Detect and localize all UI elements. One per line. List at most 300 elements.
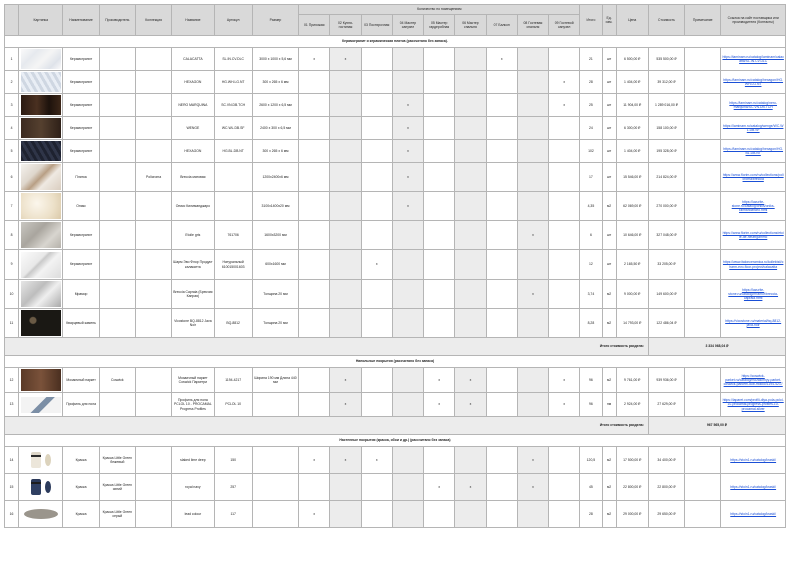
total-quantity: 96 xyxy=(580,368,602,393)
room-mark xyxy=(549,309,580,338)
header-room: 03 Постирочная xyxy=(361,15,392,36)
supplier-link[interactable]: https://stoin1.ru/catalog/kraski/ xyxy=(721,474,786,501)
price: 14 793,00 ₽ xyxy=(616,309,648,338)
section-total-label: Итого стоимость раздела: xyxy=(5,338,649,356)
room-mark xyxy=(392,501,423,528)
total-quantity: 28 xyxy=(580,71,602,94)
total-quantity: 25 xyxy=(580,94,602,117)
product-title: WENGE xyxy=(172,117,214,140)
size: 1200х2400х6 мм xyxy=(252,163,298,192)
supplier-link[interactable]: https://laparet.com/profili-dlya-pola-pclol-10-procamal-progress-profiles-10-procamal-silver xyxy=(721,393,786,417)
room-mark xyxy=(424,140,455,163)
room-mark xyxy=(486,140,517,163)
material-name: Оникс xyxy=(63,192,99,221)
material-thumbnail xyxy=(19,94,63,117)
product-title: CALACATTA xyxy=(172,48,214,71)
header-room: 07 Балкон xyxy=(486,15,517,36)
size xyxy=(252,447,298,474)
product-title: Мозаичный паркет Coswick Паркетри xyxy=(172,368,214,393)
room-mark xyxy=(486,501,517,528)
row-number: 8 xyxy=(5,221,19,250)
supplier-link[interactable]: https://laminam.ru/catalog/hexagon/HG.BL.DB.NT xyxy=(721,140,786,163)
paint-can-image xyxy=(31,479,41,495)
manufacturer xyxy=(99,280,135,309)
header-collection: Коллекция xyxy=(135,5,171,36)
price: 17 500,00 ₽ xyxy=(616,447,648,474)
unit: м2 xyxy=(602,368,616,393)
header-maker: Производитель xyxy=(99,5,135,36)
material-swatch-image xyxy=(21,72,61,92)
manufacturer: Краска Little Green бежевый xyxy=(99,447,135,474)
room-mark xyxy=(549,221,580,250)
table-row xyxy=(5,501,786,528)
paint-can-image xyxy=(24,509,58,519)
row-number: 4 xyxy=(5,117,19,140)
article-number: 761706 xyxy=(214,221,252,250)
article-number xyxy=(214,280,252,309)
room-mark xyxy=(517,309,548,338)
supplier-link[interactable]: https://coswick-parket.ru/catalog/mozaichnyy-parket-coswick-parketri-dub-mokko/1194-4217 xyxy=(721,368,786,393)
material-name: Керамогранит xyxy=(63,221,99,250)
room-mark xyxy=(361,221,392,250)
total-quantity: 17 xyxy=(580,163,602,192)
section-title: Керамогранит и керамическая плитка (рассчитано без запаса). xyxy=(5,36,786,48)
header-name: Наименование xyxy=(63,5,99,36)
room-mark xyxy=(455,221,486,250)
room-mark xyxy=(330,280,361,309)
manufacturer: Coswick xyxy=(99,368,135,393)
size: 3000 х 1000 х 5,6 мм xyxy=(252,48,298,71)
section-header xyxy=(5,36,786,48)
table-row xyxy=(5,447,786,474)
header-room: 06 Мастер спальня xyxy=(455,15,486,36)
material-thumbnail xyxy=(19,163,63,192)
cost: 149 600,00 ₽ xyxy=(648,280,684,309)
section-title: Настенные покрытия (краска, обои и др.) (рассчитано без запаса) xyxy=(5,435,786,447)
room-mark xyxy=(517,250,548,280)
room-mark xyxy=(361,140,392,163)
collection xyxy=(135,192,171,221)
room-mark xyxy=(330,192,361,221)
row-number: 14 xyxy=(5,447,19,474)
product-title: Vicostone BQ-8812 Java Noir xyxy=(172,309,214,338)
row-number: 5 xyxy=(5,140,19,163)
product-title: lead colour xyxy=(172,501,214,528)
collection xyxy=(135,501,171,528)
room-mark xyxy=(424,221,455,250)
room-mark xyxy=(392,474,423,501)
material-name: Кварцевый камень xyxy=(63,309,99,338)
material-name: Керамогранит xyxy=(63,71,99,94)
size: Толщина 20 мм xyxy=(252,309,298,338)
room-mark: x xyxy=(392,94,423,117)
room-mark xyxy=(549,501,580,528)
article-number: Натуральный 610015001603 xyxy=(214,250,252,280)
material-thumbnail xyxy=(19,250,63,280)
room-mark xyxy=(486,474,517,501)
table-body xyxy=(5,36,786,528)
collection xyxy=(135,447,171,474)
room-mark xyxy=(392,309,423,338)
table-row xyxy=(5,393,786,417)
table-row xyxy=(5,117,786,140)
room-mark xyxy=(455,447,486,474)
manufacturer xyxy=(99,163,135,192)
total-quantity: 45 xyxy=(580,474,602,501)
cost: 33 205,00 ₽ xyxy=(648,250,684,280)
room-mark xyxy=(424,48,455,71)
row-number: 12 xyxy=(5,368,19,393)
room-mark xyxy=(517,71,548,94)
material-thumbnail xyxy=(19,48,63,71)
room-mark: x xyxy=(392,192,423,221)
header-unit: Ед. изм. xyxy=(602,5,616,36)
row-number: 15 xyxy=(5,474,19,501)
total-quantity: 102 xyxy=(580,140,602,163)
collection xyxy=(135,474,171,501)
size: 600х1600 мм xyxy=(252,250,298,280)
header-rooms: Количество по помещениям xyxy=(299,5,580,15)
collection xyxy=(135,368,171,393)
total-quantity: 21 xyxy=(580,48,602,71)
header-room: 05 Мастер гардеробная xyxy=(424,15,455,36)
room-mark: x xyxy=(517,447,548,474)
room-mark xyxy=(424,447,455,474)
unit: шт xyxy=(602,250,616,280)
row-number: 16 xyxy=(5,501,19,528)
material-swatch-image xyxy=(21,141,61,161)
room-mark: x xyxy=(299,447,330,474)
supplier-link[interactable]: https://www.italonceramica.ru/kollektsii/charm-evo-floor-project/calacatta xyxy=(721,250,786,280)
material-thumbnail xyxy=(19,393,63,417)
room-mark xyxy=(486,309,517,338)
row-number: 1 xyxy=(5,48,19,71)
room-mark xyxy=(455,140,486,163)
room-mark xyxy=(455,48,486,71)
room-mark xyxy=(486,393,517,417)
room-mark: x xyxy=(455,474,486,501)
note xyxy=(685,48,721,71)
room-mark xyxy=(299,140,330,163)
room-mark xyxy=(549,48,580,71)
room-mark xyxy=(330,501,361,528)
note xyxy=(685,250,721,280)
room-mark xyxy=(486,71,517,94)
room-mark: x xyxy=(361,447,392,474)
room-mark: x xyxy=(330,48,361,71)
material-swatch-image xyxy=(21,49,61,69)
table-row xyxy=(5,309,786,338)
collection xyxy=(135,140,171,163)
table-row xyxy=(5,368,786,393)
room-mark: x xyxy=(517,221,548,250)
product-title: Etoile gris xyxy=(172,221,214,250)
room-mark xyxy=(299,309,330,338)
supplier-link[interactable]: https://www.florim.com/ru/collections/policroma/breccia xyxy=(721,163,786,192)
manufacturer xyxy=(99,192,135,221)
specification-table xyxy=(4,4,786,528)
room-mark xyxy=(455,117,486,140)
room-mark xyxy=(424,71,455,94)
room-mark: x xyxy=(392,163,423,192)
room-mark xyxy=(424,280,455,309)
room-mark xyxy=(549,447,580,474)
material-name: Мрамор xyxy=(63,280,99,309)
material-swatch-image xyxy=(21,281,61,307)
supplier-link[interactable]: https://laminam.ru/catalog/laminam/calacatta/SL.IN.CV.DLC xyxy=(721,48,786,71)
room-mark: x xyxy=(299,501,330,528)
room-mark: x xyxy=(392,140,423,163)
room-mark xyxy=(392,393,423,417)
room-mark xyxy=(330,250,361,280)
note xyxy=(685,447,721,474)
supplier-link[interactable]: https://laminam.ru/catalog/hexagon/HG.WH.LG.NT xyxy=(721,71,786,94)
price: 29 000,00 ₽ xyxy=(616,501,648,528)
room-mark xyxy=(517,368,548,393)
room-mark xyxy=(424,163,455,192)
room-mark xyxy=(361,48,392,71)
header-cost: Стоимость xyxy=(648,5,684,36)
room-mark xyxy=(424,192,455,221)
room-mark xyxy=(330,309,361,338)
section-total-row xyxy=(5,417,786,435)
price: 11 904,00 ₽ xyxy=(616,94,648,117)
article-number: 1194-4217 xyxy=(214,368,252,393)
product-title: Профиль для пола PCLOL 10 - PROCAMAL Progress Profiles xyxy=(172,393,214,417)
price: 1 404,00 ₽ xyxy=(616,71,648,94)
table-row xyxy=(5,280,786,309)
material-name: Керамогранит xyxy=(63,140,99,163)
room-mark xyxy=(392,71,423,94)
room-mark xyxy=(299,71,330,94)
size: Ширина 190 мм Длина 440 мм xyxy=(252,368,298,393)
total-quantity: 24 xyxy=(580,117,602,140)
unit: м2 xyxy=(602,474,616,501)
header-room: 04 Мастер санузел xyxy=(392,15,423,36)
article-number: 150 xyxy=(214,447,252,474)
room-mark xyxy=(361,474,392,501)
row-number: 2 xyxy=(5,71,19,94)
note xyxy=(685,368,721,393)
total-quantity: 6 xyxy=(580,221,602,250)
room-mark: x xyxy=(392,117,423,140)
room-mark xyxy=(361,163,392,192)
cost: 535 500,00 ₽ xyxy=(648,48,684,71)
room-mark xyxy=(455,163,486,192)
collection xyxy=(135,117,171,140)
price: 22 800,00 ₽ xyxy=(616,474,648,501)
room-mark xyxy=(455,250,486,280)
room-mark xyxy=(486,280,517,309)
section-header xyxy=(5,435,786,447)
product-title: HEXAGON xyxy=(172,140,214,163)
room-mark xyxy=(330,117,361,140)
room-mark xyxy=(455,94,486,117)
price: 2 924,00 ₽ xyxy=(616,393,648,417)
room-mark xyxy=(392,280,423,309)
total-quantity: 120,5 xyxy=(580,447,602,474)
section-total-label: Итого стоимость раздела: xyxy=(5,417,649,435)
note xyxy=(685,117,721,140)
supplier-link[interactable]: https://laminam.ru/catalog/wenge/WC.WL.DB.SF xyxy=(721,117,786,140)
room-mark xyxy=(299,163,330,192)
article-number: WC.WL.DB.SF xyxy=(214,117,252,140)
room-mark: x xyxy=(330,447,361,474)
material-thumbnail xyxy=(19,280,63,309)
room-mark: x xyxy=(299,48,330,71)
room-mark: x xyxy=(549,71,580,94)
manufacturer xyxy=(99,393,135,417)
product-title: royal navy xyxy=(172,474,214,501)
section-header xyxy=(5,356,786,368)
room-mark xyxy=(330,474,361,501)
supplier-link[interactable]: https://vicostone.ru/material/bq-8812-java-noir xyxy=(721,309,786,338)
room-mark xyxy=(486,94,517,117)
room-mark: x xyxy=(486,48,517,71)
room-mark: x xyxy=(424,368,455,393)
table-row xyxy=(5,140,786,163)
room-mark xyxy=(361,94,392,117)
supplier-link[interactable]: https://lazurite-stone.ru/catalog/mramor/breccia-capraia.html xyxy=(721,280,786,309)
room-mark xyxy=(392,447,423,474)
material-swatch-image xyxy=(21,193,61,219)
room-mark xyxy=(361,368,392,393)
price: 15 546,00 ₽ xyxy=(616,163,648,192)
paint-can-image xyxy=(31,452,41,468)
room-mark: x xyxy=(455,393,486,417)
section-total-value: 3 334 068,04 ₽ xyxy=(648,338,785,356)
unit: пм xyxy=(602,393,616,417)
table-row xyxy=(5,71,786,94)
product-title: Шарм Эво Флор Продукт калакатта xyxy=(172,250,214,280)
size xyxy=(252,474,298,501)
room-mark xyxy=(517,501,548,528)
material-swatch-image xyxy=(21,252,61,278)
unit: м2 xyxy=(602,309,616,338)
room-mark xyxy=(486,117,517,140)
room-mark: x xyxy=(424,474,455,501)
room-mark xyxy=(361,117,392,140)
cost: 195 328,00 ₽ xyxy=(648,140,684,163)
room-mark xyxy=(330,71,361,94)
price: 9 761,00 ₽ xyxy=(616,368,648,393)
collection xyxy=(135,250,171,280)
room-mark: x xyxy=(330,393,361,417)
article-number: SL.IN.CV.DLC xyxy=(214,48,252,71)
material-name: Профиль для пола xyxy=(63,393,99,417)
room-mark xyxy=(424,117,455,140)
material-thumbnail xyxy=(19,447,63,474)
room-mark xyxy=(361,393,392,417)
manufacturer xyxy=(99,140,135,163)
room-mark xyxy=(517,140,548,163)
price: 1 404,00 ₽ xyxy=(616,140,648,163)
material-thumbnail xyxy=(19,221,63,250)
room-mark: x xyxy=(549,94,580,117)
size: 300 х 265 х 6 мм xyxy=(252,140,298,163)
cost: 939 936,00 ₽ xyxy=(648,368,684,393)
price: 10 646,00 ₽ xyxy=(616,221,648,250)
article-number: 257 xyxy=(214,474,252,501)
cost: 122 486,04 ₽ xyxy=(648,309,684,338)
section-total-row xyxy=(5,338,786,356)
room-mark xyxy=(549,474,580,501)
cost: 327 048,00 ₽ xyxy=(648,221,684,250)
size: 1600х3200 мм xyxy=(252,221,298,250)
material-swatch-image xyxy=(21,164,61,190)
paint-sample-image xyxy=(45,454,51,466)
room-mark xyxy=(486,163,517,192)
total-quantity: 3,74 xyxy=(580,280,602,309)
product-title: NERO MARQUINA xyxy=(172,94,214,117)
manufacturer xyxy=(99,71,135,94)
material-swatch-image xyxy=(21,397,61,413)
header-title: Название xyxy=(172,5,214,36)
material-name: Краска xyxy=(63,474,99,501)
unit: м2 xyxy=(602,447,616,474)
supplier-link[interactable]: https://lazurite-stone.ru/catalog/oniks/oniks-kilimandzharo.html xyxy=(721,192,786,221)
table-row xyxy=(5,48,786,71)
unit: шт xyxy=(602,140,616,163)
header-size: Размер xyxy=(252,5,298,36)
room-mark xyxy=(299,250,330,280)
supplier-link[interactable]: https://www.florim.com/ru/collections/etoile-de-neufbgammc xyxy=(721,221,786,250)
table-row xyxy=(5,221,786,250)
note xyxy=(685,163,721,192)
article-number: HG.WH.LG.NT xyxy=(214,71,252,94)
article-number: 117 xyxy=(214,501,252,528)
price: 62 069,00 ₽ xyxy=(616,192,648,221)
price: 9 000,00 ₽ xyxy=(616,280,648,309)
article-number: HG.BL.DB.NT xyxy=(214,140,252,163)
cost: 29 650,00 ₽ xyxy=(648,501,684,528)
table-row xyxy=(5,474,786,501)
supplier-link[interactable]: https://stoin1.ru/catalog/kraski/ xyxy=(721,501,786,528)
room-mark: x xyxy=(549,393,580,417)
row-number: 11 xyxy=(5,309,19,338)
header-room: 09 Гостевой санузел xyxy=(549,15,580,36)
room-mark xyxy=(361,192,392,221)
collection xyxy=(135,221,171,250)
room-mark xyxy=(549,192,580,221)
unit: м2 xyxy=(602,501,616,528)
supplier-link[interactable]: https://stoin1.ru/catalog/kraski/ xyxy=(721,447,786,474)
cost: 27 629,00 ₽ xyxy=(648,393,684,417)
paint-sample-image xyxy=(45,481,51,493)
room-mark xyxy=(517,117,548,140)
supplier-link[interactable]: https://laminam.ru/catalog/nero-marquina/SC.VN.DB.TCH xyxy=(721,94,786,117)
room-mark xyxy=(455,280,486,309)
row-number: 10 xyxy=(5,280,19,309)
note xyxy=(685,192,721,221)
room-mark xyxy=(424,309,455,338)
cost: 22 800,00 ₽ xyxy=(648,474,684,501)
room-mark xyxy=(517,163,548,192)
header-total: Итого xyxy=(580,5,602,36)
material-name: Плитка xyxy=(63,163,99,192)
header-room: 08 Гостевая спальня xyxy=(517,15,548,36)
size xyxy=(252,501,298,528)
room-mark xyxy=(424,250,455,280)
material-name: Краска xyxy=(63,501,99,528)
table-row xyxy=(5,163,786,192)
cost: 39 312,00 ₽ xyxy=(648,71,684,94)
material-name: Керамогранит xyxy=(63,94,99,117)
note xyxy=(685,94,721,117)
article-number xyxy=(214,192,252,221)
total-quantity: 12 xyxy=(580,250,602,280)
article-number: BQ-8812 xyxy=(214,309,252,338)
